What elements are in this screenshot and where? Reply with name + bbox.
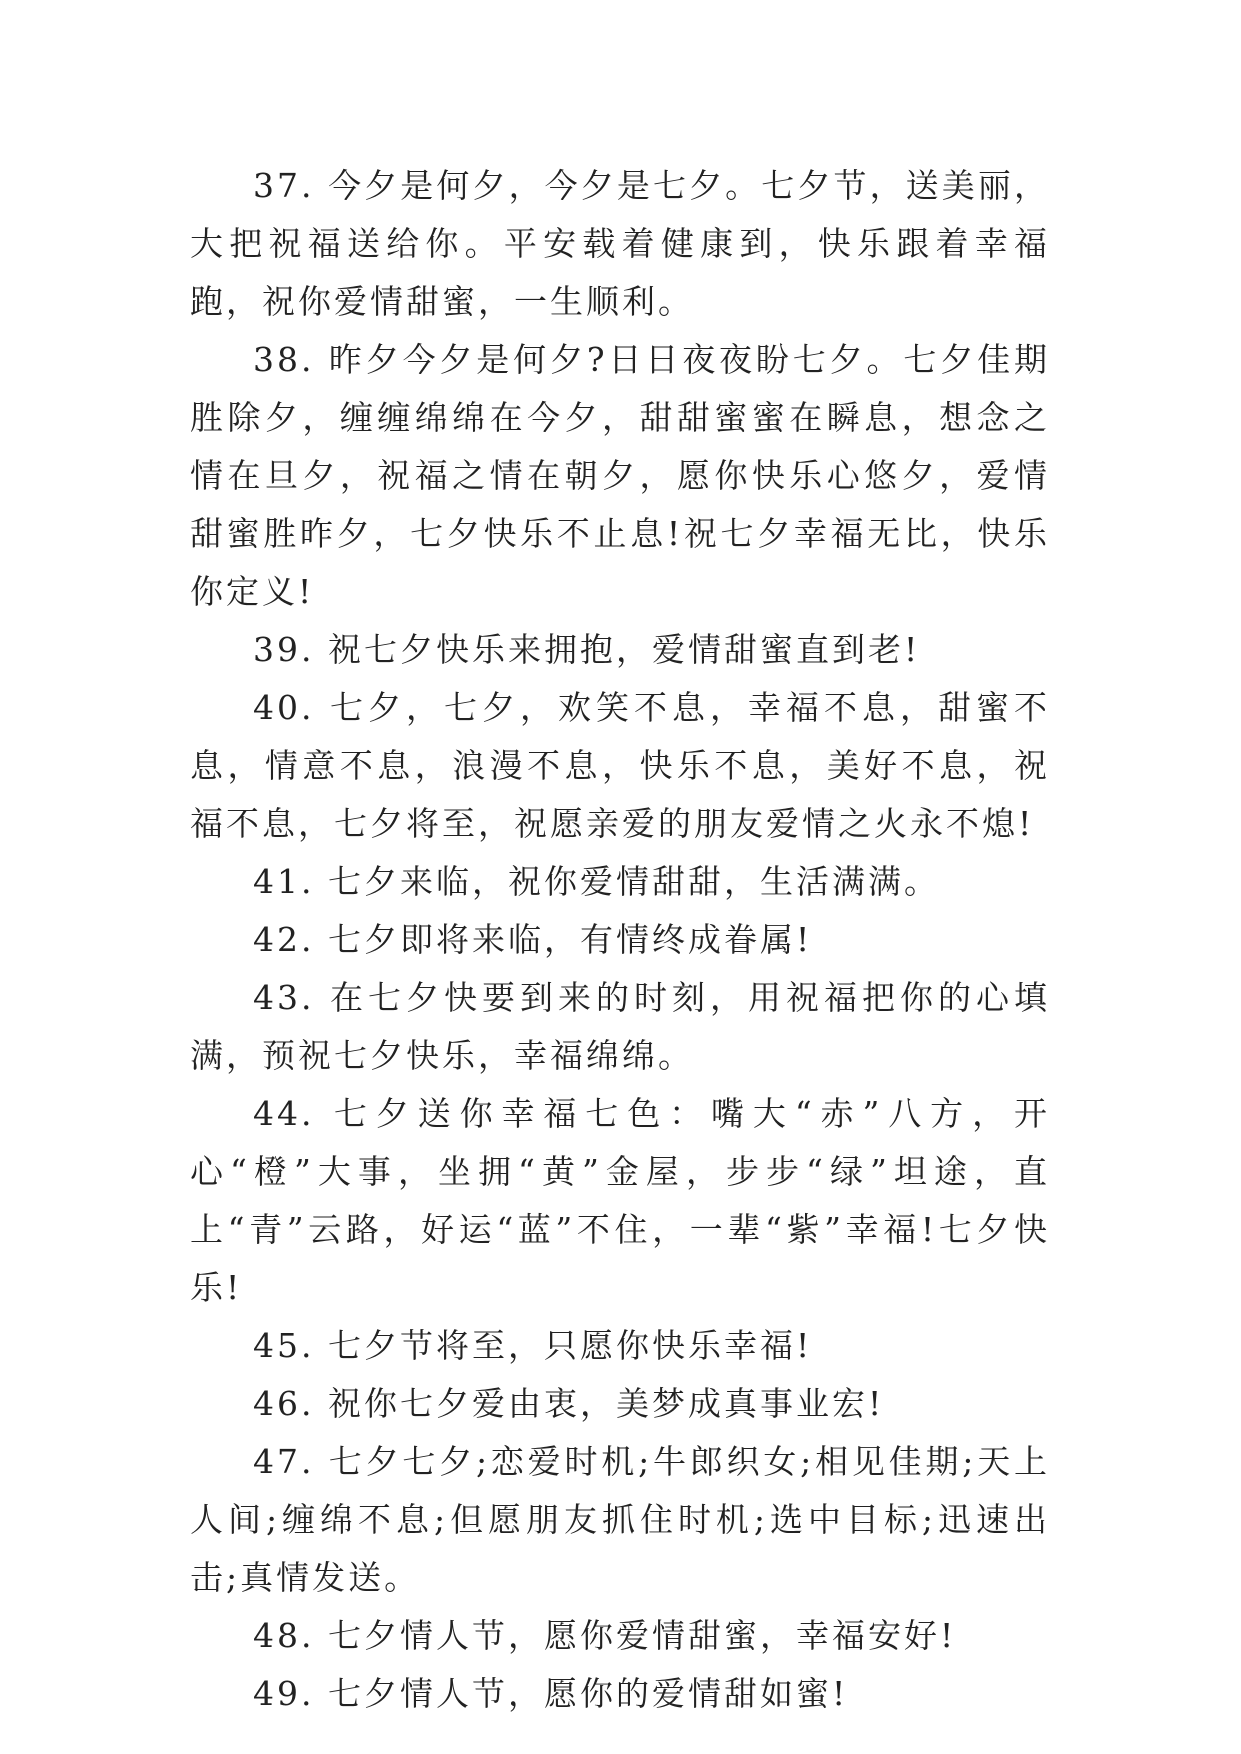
paragraph-44: 44. 七夕送你幸福七色：嘴大“赤”八方，开心“橙”大事，坐拥“黄”金屋，步步“绿”坦途，直上“青”云路，好运“蓝”不住，一辈“紫”幸福!七夕快乐! — [190, 1094, 1050, 1307]
paragraph-43: 43. 在七夕快要到来的时刻，用祝福把你的心填满，预祝七夕快乐，幸福绵绵。 — [190, 978, 1050, 1075]
paragraph-49: 49. 七夕情人节，愿你的爱情甜如蜜! — [253, 1674, 849, 1713]
paragraph-42: 42. 七夕即将来临，有情终成眷属! — [253, 920, 813, 959]
paragraph-46: 46. 祝你七夕爱由衷，美梦成真事业宏! — [253, 1384, 885, 1423]
paragraph-39: 39. 祝七夕快乐来拥抱，爱情甜蜜直到老! — [253, 630, 921, 669]
paragraph-41: 41. 七夕来临，祝你爱情甜甜，生活满满。 — [253, 862, 940, 901]
document-body — [190, 157, 1050, 1723]
paragraph-37: 37. 今夕是何夕，今夕是七夕。七夕节，送美丽，大把祝福送给你。平安载着健康到，快乐跟着幸福跑，祝你爱情甜蜜，一生顺利。 — [190, 166, 1050, 321]
paragraph-48: 48. 七夕情人节，愿你爱情甜蜜，幸福安好! — [253, 1616, 957, 1655]
paragraph-40: 40. 七夕，七夕，欢笑不息，幸福不息，甜蜜不息，情意不息，浪漫不息，快乐不息，美好不息，祝福不息，七夕将至，祝愿亲爱的朋友爱情之火永不熄! — [190, 688, 1050, 843]
paragraph-45: 45. 七夕节将至，只愿你快乐幸福! — [253, 1326, 813, 1365]
paragraph-47: 47. 七夕七夕;恋爱时机;牛郎织女;相见佳期;天上人间;缠绵不息;但愿朋友抓住时机;选中目标;迅速出击;真情发送。 — [190, 1442, 1050, 1597]
paragraph-38: 38. 昨夕今夕是何夕?日日夜夜盼七夕。七夕佳期胜除夕，缠缠绵绵在今夕，甜甜蜜蜜在瞬息，想念之情在旦夕，祝福之情在朝夕，愿你快乐心悠夕，爱情甜蜜胜昨夕，七夕快乐不止息!祝七夕幸福无比，快乐你定义! — [190, 340, 1050, 611]
